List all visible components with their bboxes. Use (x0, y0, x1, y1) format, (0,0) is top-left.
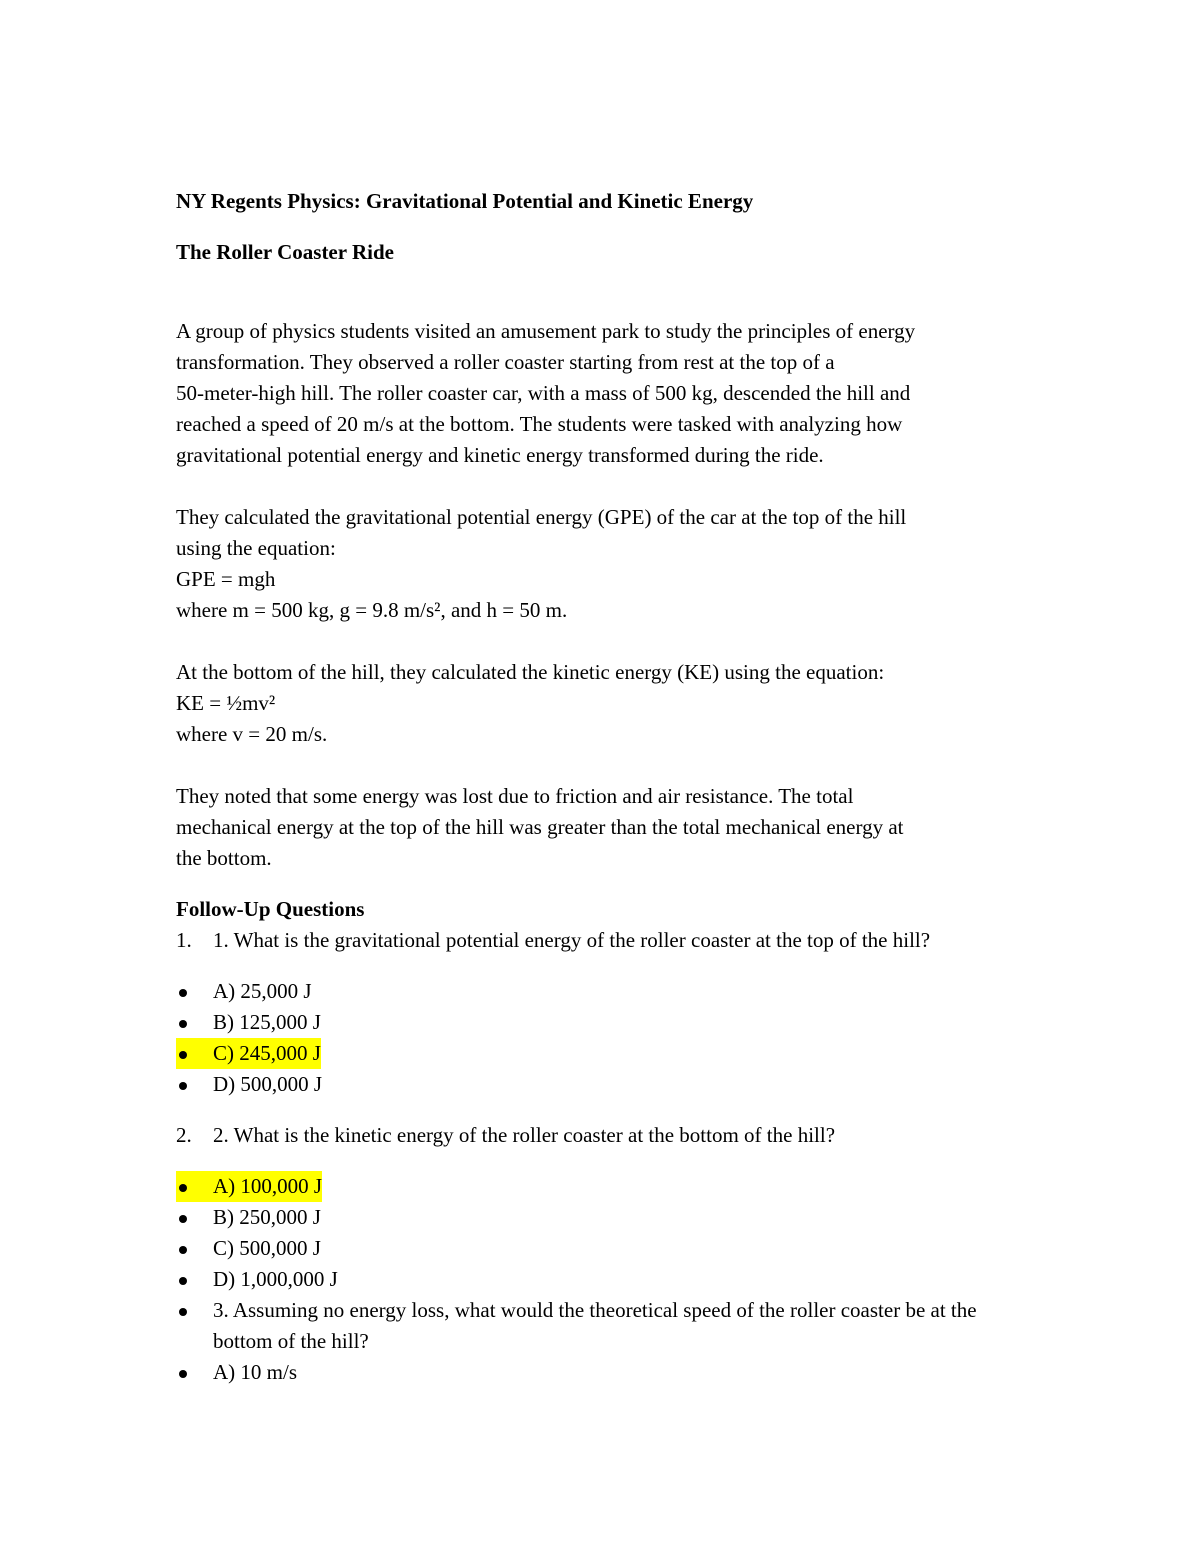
question-2-options (176, 1171, 1036, 1388)
paragraph-line: using the equation: (176, 536, 336, 560)
bullet-icon (176, 1357, 213, 1388)
ke-equation: KE = ½mv² (176, 691, 276, 715)
answer-option (176, 1357, 1036, 1388)
paragraph-line: They noted that some energy was lost due to friction and air resistance. The total (176, 784, 854, 808)
paragraph-line: At the bottom of the hill, they calculated the kinetic energy (KE) using the equation: (176, 660, 885, 684)
question-1 (176, 925, 1036, 956)
option-label: C) 500,000 J (213, 1236, 321, 1260)
paragraph-line: mechanical energy at the top of the hill was greater than the total mechanical energy at (176, 815, 904, 839)
answer-option-highlighted (176, 1171, 322, 1202)
paragraph-line: 50-meter-high hill. The roller coaster car, with a mass of 500 kg, descended the hill and (176, 381, 911, 405)
question-3 (176, 1295, 1036, 1357)
bullet-icon (176, 1069, 213, 1100)
paragraph-line: gravitational potential energy and kinetic energy transformed during the ride. (176, 443, 824, 467)
paragraph-line: They calculated the gravitational potential energy (GPE) of the car at the top of the hill (176, 505, 907, 529)
ke-paragraph (176, 657, 1036, 750)
gpe-paragraph (176, 502, 1036, 626)
bullet-icon (176, 1264, 213, 1295)
document-page (176, 186, 1036, 1388)
answer-option-highlighted (176, 1038, 321, 1069)
answer-option (176, 1007, 1036, 1038)
option-label: B) 125,000 J (213, 1010, 321, 1034)
question-text: 1. What is the gravitational potential energy of the roller coaster at the top of the hill? (213, 928, 931, 952)
question-text: 2. What is the kinetic energy of the roller coaster at the bottom of the hill? (213, 1123, 836, 1147)
question-2 (176, 1120, 1036, 1151)
bullet-icon (176, 1007, 213, 1038)
answer-option (176, 1264, 1036, 1295)
document-subtitle: The Roller Coaster Ride (176, 240, 394, 264)
bullet-icon (176, 1233, 213, 1264)
question-1-options (176, 976, 1036, 1100)
answer-option (176, 1069, 1036, 1100)
option-label: D) 500,000 J (213, 1072, 323, 1096)
answer-option (176, 1202, 1036, 1233)
bullet-icon (176, 1038, 213, 1069)
option-label: A) 100,000 J (213, 1174, 323, 1198)
paragraph-line: reached a speed of 20 m/s at the bottom. The students were tasked with analyzing how (176, 412, 903, 436)
intro-paragraph (176, 316, 1036, 471)
paragraph-line: where v = 20 m/s. (176, 722, 328, 746)
paragraph-line: A group of physics students visited an amusement park to study the principles of energy (176, 319, 916, 343)
option-label: D) 1,000,000 J (213, 1267, 338, 1291)
option-label: C) 245,000 J (213, 1041, 321, 1065)
paragraph-line: the bottom. (176, 846, 272, 870)
option-label: A) 25,000 J (213, 979, 312, 1003)
question-text: 3. Assuming no energy loss, what would the theoretical speed of the roller coaster be at the bottom of the hill? (213, 1298, 977, 1353)
gpe-equation: GPE = mgh (176, 567, 276, 591)
bullet-icon (176, 1171, 213, 1202)
bullet-icon (176, 976, 213, 1007)
follow-up-heading: Follow-Up Questions (176, 897, 365, 921)
bullet-icon (176, 1202, 213, 1233)
answer-option (176, 1233, 1036, 1264)
question-number: 1. (176, 928, 192, 952)
paragraph-line: where m = 500 kg, g = 9.8 m/s², and h = 50 m. (176, 598, 568, 622)
question-number: 2. (176, 1123, 192, 1147)
answer-option (176, 976, 1036, 1007)
bullet-icon (176, 1295, 213, 1326)
option-label: B) 250,000 J (213, 1205, 321, 1229)
document-title: NY Regents Physics: Gravitational Potential and Kinetic Energy (176, 189, 754, 213)
energy-loss-paragraph (176, 781, 1036, 874)
option-label: A) 10 m/s (213, 1360, 297, 1384)
paragraph-line: transformation. They observed a roller coaster starting from rest at the top of a (176, 350, 835, 374)
